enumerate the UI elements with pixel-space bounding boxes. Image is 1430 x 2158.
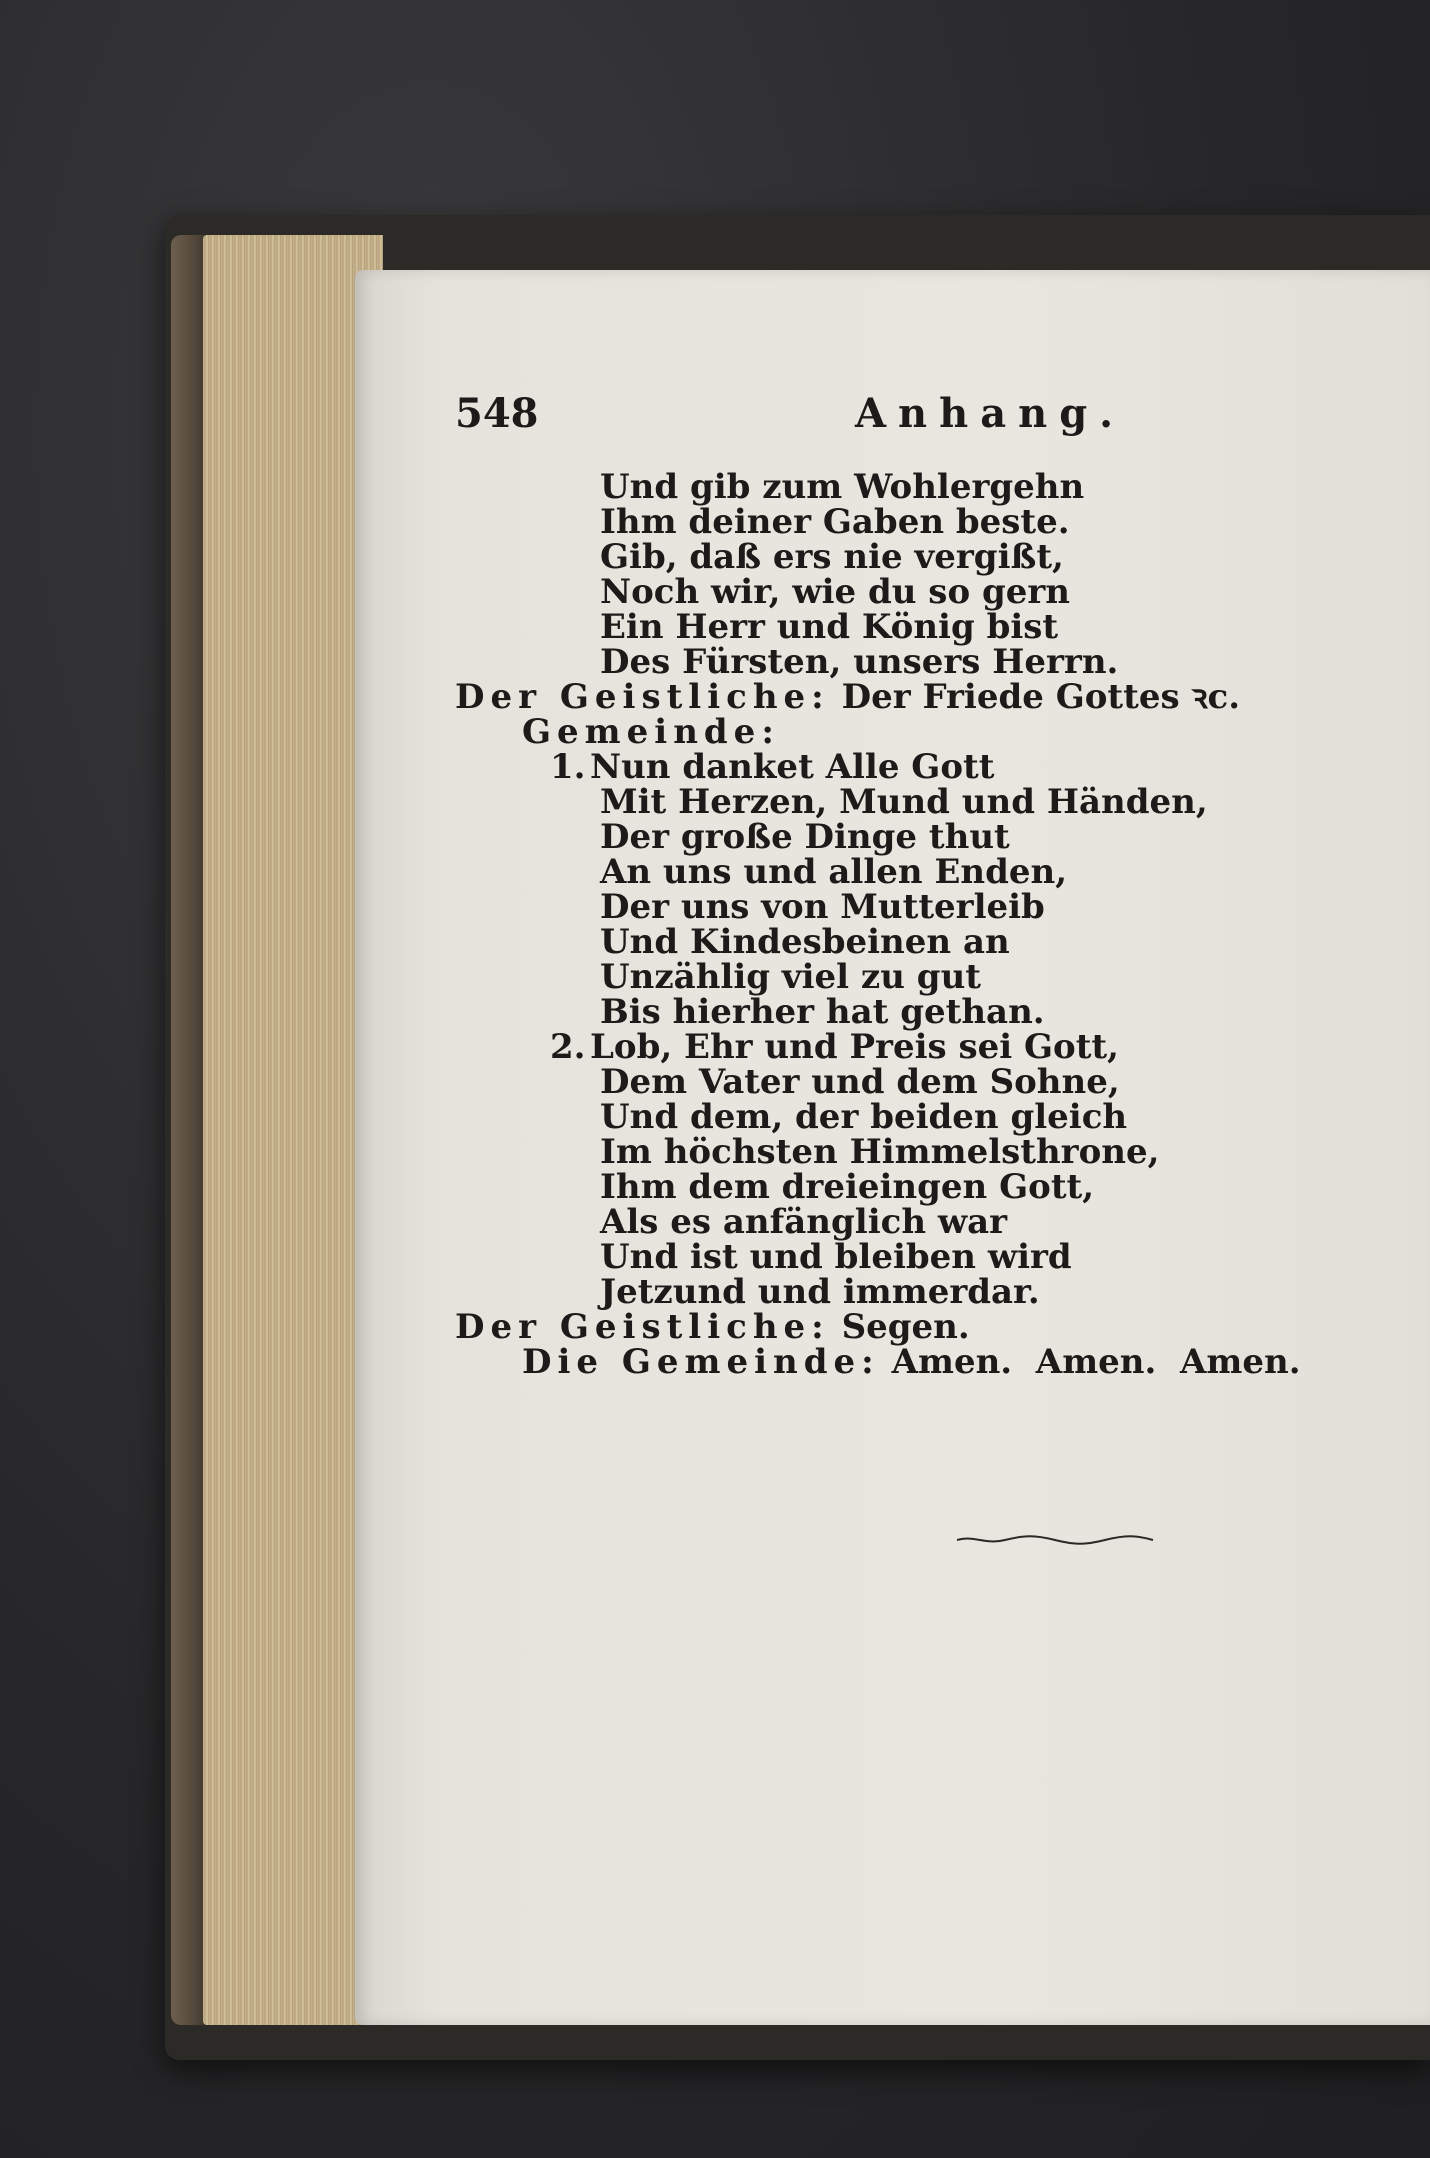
verse-line: Mit Herzen, Mund und Händen, — [600, 782, 1208, 822]
verse-line: Unzählig viel zu gut — [600, 957, 981, 997]
speaker-line — [455, 712, 1335, 752]
verse-line: Noch wir, wie du so gern — [600, 572, 1070, 612]
verse-line: Bis hierher hat gethan. — [600, 992, 1045, 1032]
verse-line: Ein Herr und König bist — [600, 607, 1059, 647]
stanza-number: 1. — [550, 747, 586, 787]
speaker-text: Segen. — [841, 1307, 970, 1347]
verse-line: Jetzund und immerdar. — [600, 1272, 1040, 1312]
page-number: 548 — [455, 390, 539, 437]
verse-line: Der uns von Mutterleib — [600, 887, 1045, 927]
speaker-role: Der Geistliche: — [455, 1307, 830, 1347]
speaker-role: Die Gemeinde: — [522, 1342, 880, 1382]
verse-line: Und gib zum Wohlergehn — [600, 467, 1085, 507]
verse-line: Ihm deiner Gaben beste. — [600, 502, 1070, 542]
speaker-line — [455, 1307, 1335, 1347]
stanza-number: 2. — [550, 1027, 586, 1067]
running-title: Anhang. — [855, 390, 1126, 437]
verse-line: Dem Vater und dem Sohne, — [600, 1062, 1120, 1102]
speaker-text: Der Friede Gottes ꝛc. — [841, 677, 1241, 717]
book-page — [355, 270, 1430, 2025]
stanza-line — [455, 747, 1335, 787]
verse-text: Nun danket Alle Gott — [590, 747, 995, 787]
page-header — [455, 390, 1335, 450]
verse-line: Als es anfänglich war — [600, 1202, 1008, 1242]
speaker-role: Der Geistliche: — [455, 677, 830, 717]
verse-text: Lob, Ehr und Preis sei Gott, — [590, 1027, 1119, 1067]
speaker-role: Gemeinde: — [522, 712, 780, 752]
stanza-line — [455, 1027, 1335, 1067]
speaker-line — [455, 1342, 1335, 1382]
ornament-divider-icon — [955, 1535, 1155, 1545]
verse-line: Und ist und bleiben wird — [600, 1237, 1072, 1277]
speaker-line — [455, 677, 1335, 717]
verse-line: Gib, daß ers nie vergißt, — [600, 537, 1064, 577]
verse-line: Und dem, der beiden gleich — [600, 1097, 1128, 1137]
verse-line: Der große Dinge thut — [600, 817, 1010, 857]
speaker-text: Amen. Amen. Amen. — [891, 1342, 1301, 1382]
verse-line: Des Fürsten, unsers Herrn. — [600, 642, 1119, 682]
verse-line: An uns und allen Enden, — [600, 852, 1068, 892]
verse-line: Und Kindesbeinen an — [600, 922, 1010, 962]
open-book — [165, 215, 1430, 2060]
page-text — [455, 467, 1335, 1382]
verse-line: Ihm dem dreieingen Gott, — [600, 1167, 1095, 1207]
verse-line: Im höchsten Himmelsthrone, — [600, 1132, 1160, 1172]
